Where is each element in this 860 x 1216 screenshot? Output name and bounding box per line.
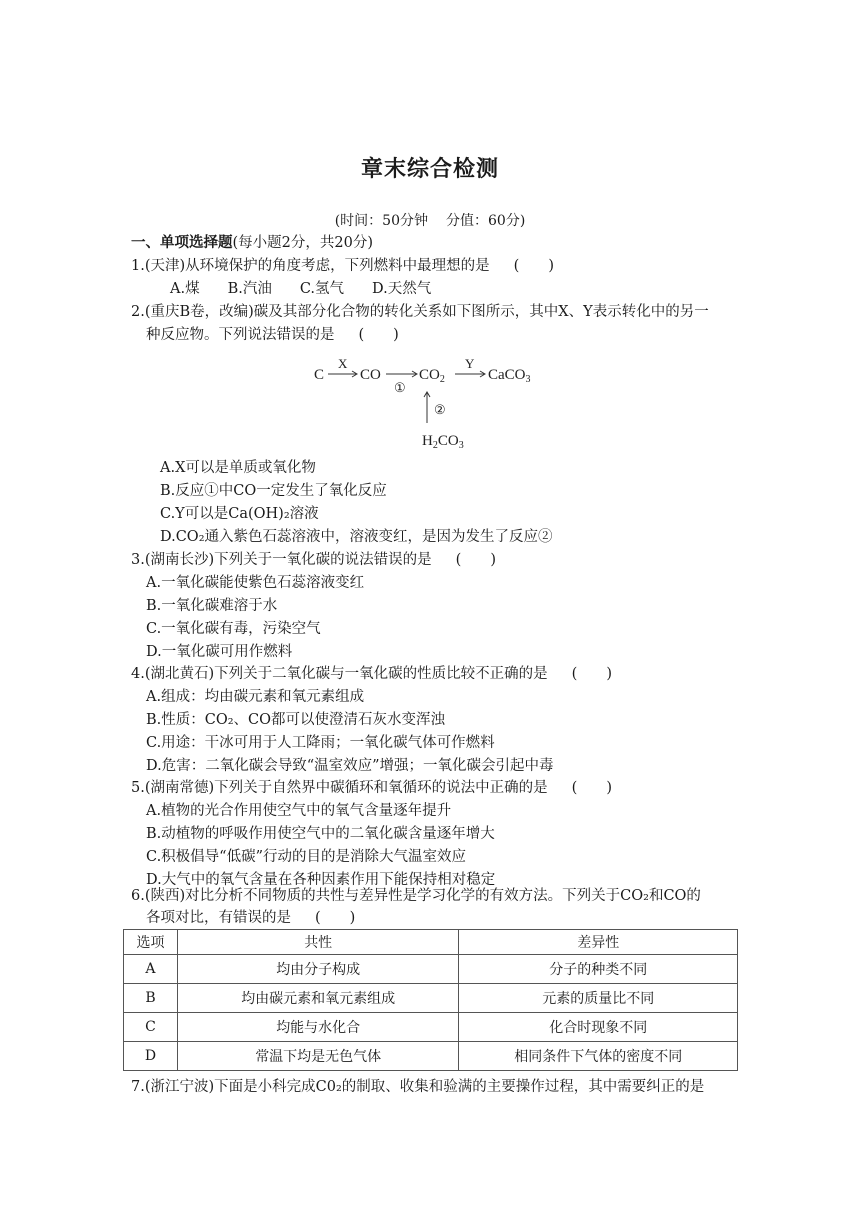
question-4-option-d: D.危害：二氧化碳会导致“温室效应”增强；一氧化碳会引起中毒 <box>146 758 554 774</box>
question-text: 各项对比，有错误的是 <box>146 910 291 926</box>
table-cell: B <box>124 984 178 1013</box>
question-2-option-c: C.Y可以是Ca(OH)₂溶液 <box>160 506 319 522</box>
section-title: 一、单项选择题 <box>131 235 233 251</box>
table-cell: C <box>124 1013 178 1042</box>
table-cell: 均由碳元素和氧元素组成 <box>177 984 459 1013</box>
table-row <box>124 1042 738 1071</box>
column-header: 选项 <box>124 930 178 955</box>
exam-time: (时间：50分钟 <box>334 213 428 229</box>
exam-score: 分值：60分) <box>446 213 526 229</box>
question-3-option-b: B.一氧化碳难溶于水 <box>146 598 278 614</box>
answer-bracket: ( ) <box>315 910 356 926</box>
question-3-stem <box>131 550 496 570</box>
question-text: 种反应物。下列说法错误的是 <box>146 327 335 343</box>
table-cell: 常温下均是无色气体 <box>177 1042 459 1071</box>
table-cell: 元素的质量比不同 <box>459 984 738 1013</box>
option-a: A.煤 <box>170 281 200 297</box>
question-3-option-d: D.一氧化碳可用作燃料 <box>146 644 293 660</box>
question-text: 4.(湖北黄石)下列关于二氧化碳与一氧化碳的性质比较不正确的是 <box>131 666 548 682</box>
question-1-stem <box>131 256 554 276</box>
table-cell: 分子的种类不同 <box>459 955 738 984</box>
node-co: CO <box>360 367 381 383</box>
question-5-option-d: D.大气中的氧气含量在各种因素作用下能保持相对稳定 <box>146 872 496 888</box>
question-6-stem-line2 <box>146 908 355 928</box>
question-6-stem-line1: 6.(陕西)对比分析不同物质的共性与差异性是学习化学的有效方法。下列关于CO₂和CO的 <box>131 888 701 904</box>
node-c: C <box>314 367 325 383</box>
question-2-stem-line2 <box>146 325 399 345</box>
option-b: B.汽油 <box>227 281 272 297</box>
question-5-stem <box>131 778 612 798</box>
question-3-option-a: A.一氧化碳能使紫色石蕊溶液变红 <box>146 575 365 591</box>
exam-meta <box>0 210 860 230</box>
question-2-option-d: D.CO₂通入紫色石蕊溶液中，溶液变红，是因为发生了反应② <box>160 529 553 545</box>
carbon-conversion-diagram <box>300 350 560 460</box>
question-7-stem: 7.(浙江宁波)下面是小科完成C0₂的制取、收集和验满的主要操作过程，其中需要纠正的是 <box>131 1079 705 1095</box>
table-cell: A <box>124 955 178 984</box>
table-cell: D <box>124 1042 178 1071</box>
table-cell: 均由分子构成 <box>177 955 459 984</box>
table-row <box>124 1013 738 1042</box>
question-5-option-b: B.动植物的呼吸作用使空气中的二氧化碳含量逐年增大 <box>146 826 495 842</box>
question-5-option-a: A.植物的光合作用使空气中的氧气含量逐年提升 <box>146 803 452 819</box>
table-cell: 化合时现象不同 <box>459 1013 738 1042</box>
table-row <box>124 984 738 1013</box>
option-d: D.天然气 <box>372 281 432 297</box>
question-2-option-b: B.反应①中CO一定发生了氧化反应 <box>160 483 387 499</box>
answer-bracket: ( ) <box>358 327 399 343</box>
question-5-option-c: C.积极倡导“低碳”行动的目的是消除大气温室效应 <box>146 849 467 865</box>
option-c: C.氢气 <box>299 281 345 297</box>
document-title: 章末综合检测 <box>360 157 499 182</box>
question-3-option-c: C.一氧化碳有毒，污染空气 <box>146 621 321 637</box>
question-text: 5.(湖南常德)下列关于自然界中碳循环和氧循环的说法中正确的是 <box>131 780 548 796</box>
reagent-x: X <box>338 356 348 371</box>
question-4-option-c: C.用途：干冰可用于人工降雨；一氧化碳气体可作燃料 <box>146 735 495 751</box>
column-header: 差异性 <box>459 930 738 955</box>
question-4-option-a: A.组成：均由碳元素和氧元素组成 <box>146 689 365 705</box>
table-header-row <box>124 930 738 955</box>
node-co2: $CO_2$ <box>419 367 445 385</box>
question-2-stem-line1: 2.(重庆B卷，改编)碳及其部分化合物的转化关系如下图所示，其中X、Y表示转化中的另一 <box>131 304 709 320</box>
table-cell: 相同条件下气体的密度不同 <box>459 1042 738 1071</box>
question-text: 3.(湖南长沙)下列关于一氧化碳的说法错误的是 <box>131 552 432 568</box>
reaction-label-2: ② <box>434 402 446 417</box>
node-caco3: CaCO$_3$ <box>488 367 531 385</box>
answer-bracket: ( ) <box>571 666 612 682</box>
question-2-option-a: A.X可以是单质或氧化物 <box>160 460 316 476</box>
comparison-table <box>123 929 738 1071</box>
node-h2co3: $H_2CO_3$ <box>422 433 464 451</box>
section-heading <box>131 233 373 253</box>
question-4-option-b: B.性质：CO₂、CO都可以使澄清石灰水变浑浊 <box>146 712 446 728</box>
question-text: 1.(天津)从环境保护的角度考虑，下列燃料中最理想的是 <box>131 258 490 274</box>
reaction-label-1: ① <box>394 380 406 395</box>
answer-bracket: ( ) <box>571 780 612 796</box>
section-note: (每小题2分，共20分) <box>232 235 373 251</box>
table-row <box>124 955 738 984</box>
column-header: 共性 <box>177 930 459 955</box>
question-1-options <box>170 279 459 299</box>
table-cell: 均能与水化合 <box>177 1013 459 1042</box>
answer-bracket: ( ) <box>513 258 554 274</box>
reagent-y: Y <box>465 356 475 371</box>
answer-bracket: ( ) <box>455 552 496 568</box>
question-4-stem <box>131 664 612 684</box>
